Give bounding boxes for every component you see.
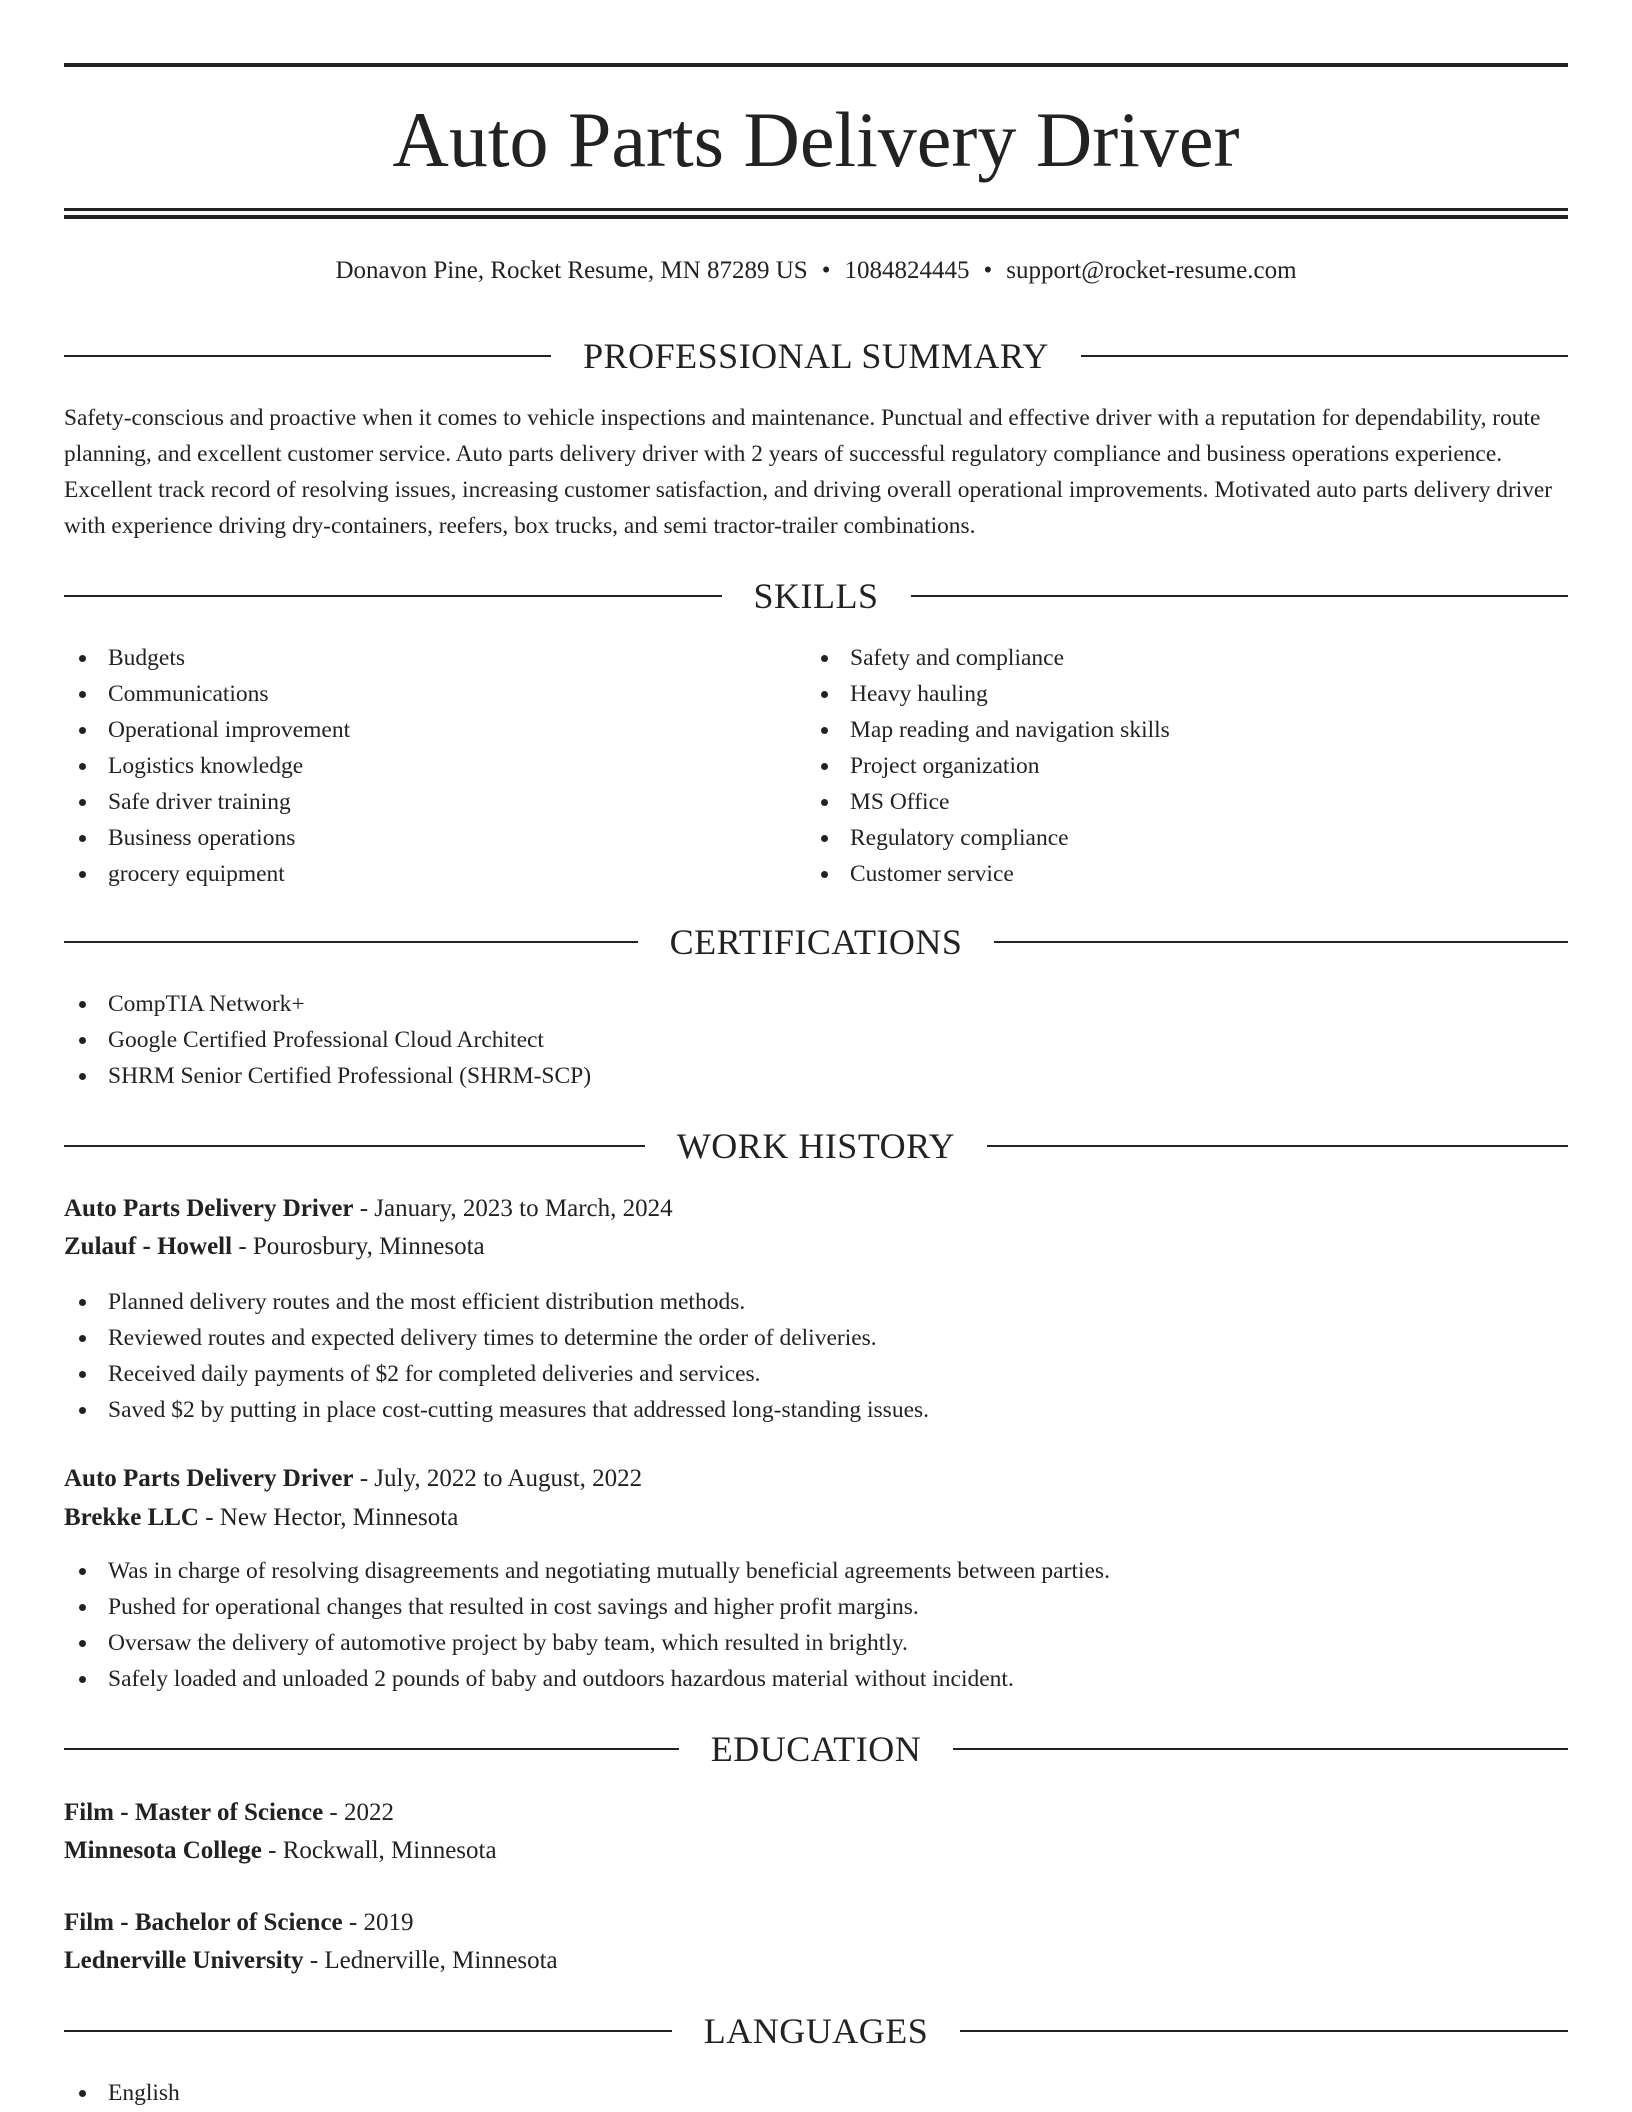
section-rule [987, 1145, 1568, 1147]
section-rule [64, 941, 638, 943]
section-rule [64, 595, 722, 597]
job-bullet: Saved $2 by putting in place cost-cutting measures that addressed long-standing issues. [64, 1392, 929, 1428]
education-school-line [64, 1942, 558, 1980]
job-bullet: Received daily payments of $2 for completed deliveries and services. [64, 1356, 929, 1392]
section-title: EDUCATION [710, 1729, 922, 1769]
skill-item: Safe driver training [64, 784, 350, 820]
certification-item: SHRM Senior Certified Professional (SHRM-SCP) [64, 1058, 591, 1094]
job-dates: - January, 2023 to March, 2024 [353, 1195, 673, 1222]
skill-item: MS Office [806, 784, 1170, 820]
resume-title: Auto Parts Delivery Driver [392, 96, 1240, 183]
job-title-line [64, 1460, 642, 1498]
job-bullet: Planned delivery routes and the most efficient distribution methods. [64, 1284, 929, 1320]
job-location: - New Hector, Minnesota [198, 1504, 459, 1531]
section-header-languages [64, 2009, 1568, 2053]
top-rule [64, 63, 1568, 67]
contact-address: Donavon Pine, Rocket Resume, MN 87289 US [335, 257, 808, 284]
title-rule-lower [64, 215, 1568, 219]
skills-list-right [806, 640, 1170, 892]
section-rule [1081, 355, 1568, 357]
section-rule [994, 941, 1568, 943]
section-rule [64, 1748, 679, 1750]
job-bullet: Reviewed routes and expected delivery times to determine the order of deliveries. [64, 1320, 929, 1356]
education-degree-line [64, 1794, 394, 1832]
languages-list [64, 2075, 180, 2111]
skill-item: Communications [64, 676, 350, 712]
education-school: Minnesota College [64, 1837, 262, 1864]
skill-item: Logistics knowledge [64, 748, 350, 784]
job-company: Zulauf - Howell [64, 1233, 233, 1260]
job-location: - Pourosbury, Minnesota [232, 1233, 485, 1260]
contact-separator: • [983, 257, 993, 284]
section-title: LANGUAGES [703, 2011, 929, 2051]
job-company-line [64, 1228, 485, 1266]
certification-item: Google Certified Professional Cloud Architect [64, 1022, 591, 1058]
job-company: Brekke LLC [64, 1504, 199, 1531]
education-degree: Film - Master of Science [64, 1799, 324, 1826]
contact-separator: • [821, 257, 831, 284]
section-header-summary [64, 334, 1568, 378]
skill-item: Business operations [64, 820, 350, 856]
skill-item: Safety and compliance [806, 640, 1170, 676]
education-school-line [64, 1832, 497, 1870]
job-title: Auto Parts Delivery Driver [64, 1195, 354, 1222]
skill-item: Project organization [806, 748, 1170, 784]
section-header-certifications [64, 920, 1568, 964]
certification-item: CompTIA Network+ [64, 986, 591, 1022]
summary-text: Safety-conscious and proactive when it comes to vehicle inspections and maintenance. Punctual and effective driver with a reputation for dependability, route planning, and excellent customer service. Auto parts delivery driver with 2 years of successful regulatory compliance and business operations experience. Excellent track record of resolving issues, increasing customer satisfaction, and driving overall operational improvements. Motivated auto parts delivery driver with experience driving dry-containers, reefers, box trucks, and semi tractor-trailer combinations. [64, 405, 1553, 539]
section-header-skills [64, 574, 1568, 618]
education-degree: Film - Bachelor of Science [64, 1909, 343, 1936]
skill-item: Regulatory compliance [806, 820, 1170, 856]
skill-item: Budgets [64, 640, 350, 676]
section-rule [64, 355, 551, 357]
education-location: - Lednerville, Minnesota [303, 1947, 558, 1974]
education-degree-line [64, 1904, 413, 1942]
section-rule [64, 1145, 645, 1147]
job-company-line [64, 1499, 458, 1537]
job-title: Auto Parts Delivery Driver [64, 1465, 354, 1492]
skill-item: grocery equipment [64, 856, 350, 892]
section-rule [911, 595, 1569, 597]
education-year: - 2019 [342, 1909, 414, 1936]
certifications-list [64, 986, 591, 1094]
job-bullets [64, 1553, 1110, 1697]
education-year: - 2022 [323, 1799, 394, 1826]
section-rule [64, 2030, 672, 2032]
contact-line [64, 254, 1568, 288]
section-title: PROFESSIONAL SUMMARY [583, 336, 1049, 376]
skill-item: Operational improvement [64, 712, 350, 748]
skill-item: Customer service [806, 856, 1170, 892]
job-dates: - July, 2022 to August, 2022 [353, 1465, 643, 1492]
section-title: CERTIFICATIONS [669, 922, 963, 962]
section-header-work [64, 1124, 1568, 1168]
skill-item: Heavy hauling [806, 676, 1170, 712]
language-item: English [64, 2075, 180, 2111]
job-bullet: Pushed for operational changes that resulted in cost savings and higher profit margins. [64, 1589, 1110, 1625]
job-bullets [64, 1284, 929, 1428]
section-rule [953, 1748, 1568, 1750]
job-bullet: Oversaw the delivery of automotive project by baby team, which resulted in brightly. [64, 1625, 1110, 1661]
section-title: SKILLS [753, 576, 879, 616]
title-rule-upper [64, 208, 1568, 211]
education-school: Lednerville University [64, 1947, 304, 1974]
section-rule [960, 2030, 1568, 2032]
job-bullet: Was in charge of resolving disagreements and negotiating mutually beneficial agreements between parties. [64, 1553, 1110, 1589]
job-title-line [64, 1190, 673, 1228]
contact-email: support@rocket-resume.com [1006, 257, 1297, 284]
job-bullet: Safely loaded and unloaded 2 pounds of baby and outdoors hazardous material without incident. [64, 1661, 1110, 1697]
section-header-education [64, 1727, 1568, 1771]
skills-list-left [64, 640, 350, 892]
contact-phone: 1084824445 [844, 257, 970, 284]
skill-item: Map reading and navigation skills [806, 712, 1170, 748]
education-location: - Rockwall, Minnesota [261, 1837, 497, 1864]
section-title: WORK HISTORY [676, 1126, 956, 1166]
